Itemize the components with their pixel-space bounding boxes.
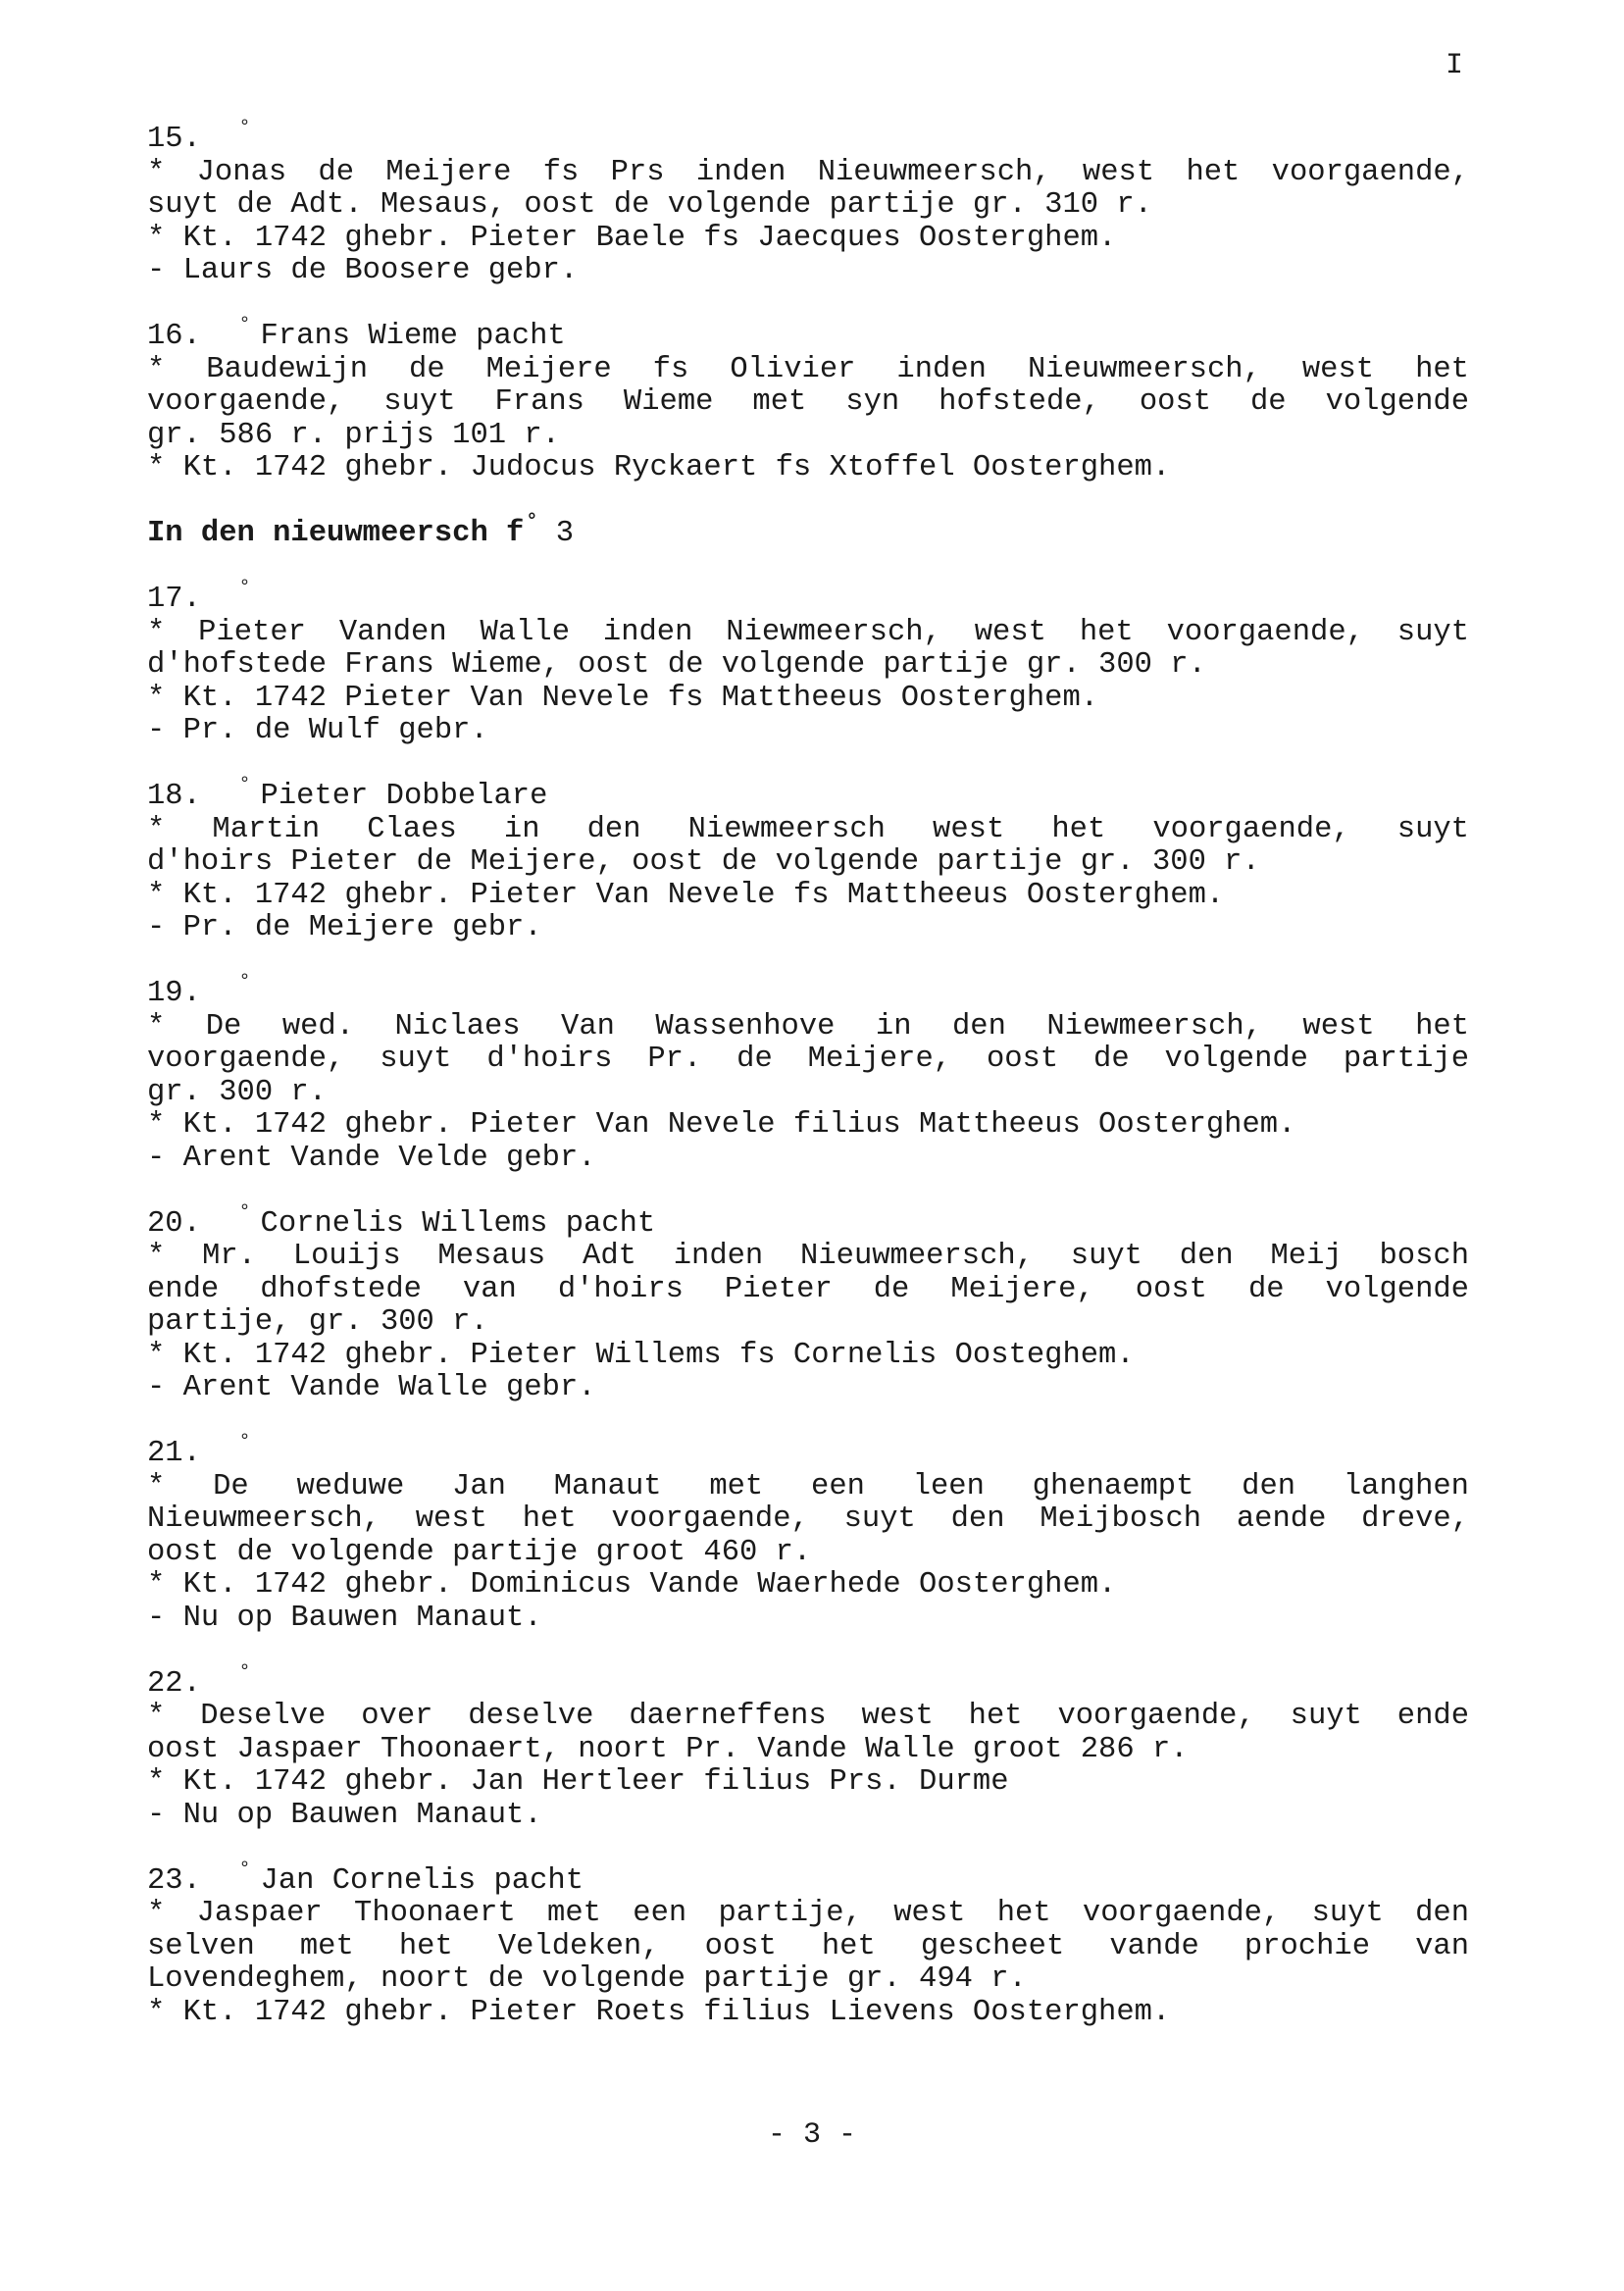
entry-text-line: d'hoirs Pieter de Meijere, oost de volgende partije gr. 300 r. xyxy=(147,845,1260,879)
entry-number: 20. xyxy=(147,1206,201,1241)
degree-mark: ° xyxy=(238,774,251,796)
entry-text-line: * Kt. 1742 Pieter Van Nevele fs Mattheeus Oosterghem. xyxy=(147,681,1099,715)
degree-mark: ° xyxy=(238,314,251,336)
entry-tenant: Cornelis Willems pacht xyxy=(260,1206,656,1241)
entry-text-line: * Jonas de Meijere fs Prs inden Nieuwmeersch, west het voorgaende, xyxy=(147,155,1469,189)
entry-header xyxy=(147,117,1469,157)
entry-number: 15. xyxy=(147,123,201,156)
entry-text-line: gr. 300 r. xyxy=(147,1075,328,1109)
entry-text-line: * Baudewijn de Meijere fs Olivier inden Nieuwmeersch, west het xyxy=(147,352,1469,386)
entry-text-line: voorgaende, suyt d'hoirs Pr. de Meijere, oost de volgende partije xyxy=(147,1043,1469,1076)
section-heading-label: In den nieuwmeersch f xyxy=(147,517,525,550)
entry-text-line: - Arent Vande Walle gebr. xyxy=(147,1371,596,1404)
entry-19 xyxy=(147,971,1469,1175)
entry-text-line: voorgaende, suyt Frans Wieme met syn hofstede, oost de volgende xyxy=(147,385,1469,419)
entry-text-line: Lovendeghem, noort de volgende partije gr. 494 r. xyxy=(147,1962,1027,1996)
entry-text-line: * Kt. 1742 ghebr. Jan Hertleer filius Prs. Durme xyxy=(147,1765,1009,1799)
entry-text-line: d'hofstede Frans Wieme, oost de volgende partije gr. 300 r. xyxy=(147,648,1206,682)
page-number: - 3 - xyxy=(767,2118,856,2152)
entry-text-line: - Pr. de Wulf gebr. xyxy=(147,714,488,747)
entry-text-line: * De weduwe Jan Manaut met een leen ghenaempt den langhen xyxy=(147,1469,1469,1503)
entry-text-line: selven met het Veldeken, oost het gescheet vande prochie van xyxy=(147,1929,1469,1963)
entry-text-line: * Deselve over deselve daerneffens west het voorgaende, suyt ende xyxy=(147,1700,1469,1733)
entry-text-line: * Kt. 1742 ghebr. Pieter Roets filius Lievens Oosterghem. xyxy=(147,1995,1171,2029)
entry-number: 21. xyxy=(147,1437,201,1470)
entry-text-line: partije, gr. 300 r. xyxy=(147,1305,488,1339)
degree-mark: ° xyxy=(238,1431,251,1453)
degree-mark: ° xyxy=(238,1200,251,1224)
entry-text-line: - Laurs de Boosere gebr. xyxy=(147,254,579,287)
entry-number: 22. xyxy=(147,1666,201,1701)
entry-tenant: Jan Cornelis pacht xyxy=(260,1863,584,1898)
entry-text-line: * Jaspaer Thoonaert met een partije, west het voorgaende, suyt den xyxy=(147,1897,1469,1930)
entry-17 xyxy=(147,577,1469,748)
entry-number: 17. xyxy=(147,583,201,616)
entry-text-line: oost Jaspaer Thoonaert, noort Pr. Vande Walle groot 286 r. xyxy=(147,1732,1189,1766)
document-body xyxy=(147,117,1469,2062)
entry-text-line: * Kt. 1742 ghebr. Pieter Willems fs Cornelis Oosteghem. xyxy=(147,1338,1135,1372)
entry-text-line: * Kt. 1742 ghebr. Pieter Van Nevele fs Mattheeus Oosterghem. xyxy=(147,878,1225,912)
section-heading-folio: 3 xyxy=(537,517,574,550)
entry-18 xyxy=(147,774,1469,945)
entry-number: 23. xyxy=(147,1863,201,1898)
entry-text-line: Nieuwmeersch, west het voorgaende, suyt den Meijbosch aende dreve, xyxy=(147,1502,1469,1536)
entry-number: 16. xyxy=(147,320,201,353)
entry-20 xyxy=(147,1200,1469,1405)
entry-23 xyxy=(147,1858,1469,2030)
entry-text-line: suyt de Adt. Mesaus, oost de volgende partije gr. 310 r. xyxy=(147,188,1152,222)
entry-text-line: * Pieter Vanden Walle inden Niewmeersch, west het voorgaende, suyt xyxy=(147,615,1469,649)
degree-mark: ° xyxy=(238,971,251,993)
entry-header xyxy=(147,314,1469,354)
entry-text-line: * Martin Claes in den Niewmeersch west het voorgaende, suyt xyxy=(147,812,1469,846)
entry-header xyxy=(147,774,1469,814)
degree-mark: ° xyxy=(526,511,538,534)
entry-text-line: * Kt. 1742 ghebr. Dominicus Vande Waerhede Oosterghem. xyxy=(147,1568,1117,1602)
entry-tenant: Pieter Dobbelare xyxy=(260,780,548,813)
entry-21 xyxy=(147,1431,1469,1635)
entry-header xyxy=(147,577,1469,617)
degree-mark: ° xyxy=(238,1660,251,1684)
entry-header xyxy=(147,1660,1469,1702)
entry-header xyxy=(147,971,1469,1011)
entry-16 xyxy=(147,314,1469,485)
entry-text-line: oost de volgende partije groot 460 r. xyxy=(147,1535,812,1569)
entry-header xyxy=(147,1858,1469,1899)
entry-text-line: * Kt. 1742 ghebr. Pieter Baele fs Jaecques Oosterghem. xyxy=(147,221,1117,255)
page-roman-numeral: I xyxy=(1446,49,1464,82)
degree-mark: ° xyxy=(238,1858,251,1881)
entry-text-line: - Nu op Bauwen Manaut. xyxy=(147,1601,542,1635)
entry-text-line: - Arent Vande Velde gebr. xyxy=(147,1141,596,1175)
entry-header xyxy=(147,1431,1469,1471)
entry-tenant: Frans Wieme pacht xyxy=(260,320,566,353)
entry-text-line: gr. 586 r. prijs 101 r. xyxy=(147,418,560,452)
entry-number: 19. xyxy=(147,977,201,1010)
entry-text-line: ende dhofstede van d'hoirs Pieter de Meijere, oost de volgende xyxy=(147,1272,1469,1306)
degree-mark: ° xyxy=(238,577,251,599)
entry-text-line: * Kt. 1742 ghebr. Judocus Ryckaert fs Xtoffel Oosterghem. xyxy=(147,451,1171,484)
entry-text-line: - Nu op Bauwen Manaut. xyxy=(147,1798,542,1832)
entry-text-line: - Pr. de Meijere gebr. xyxy=(147,911,542,944)
entry-text-line: * Mr. Louijs Mesaus Adt inden Nieuwmeersch, suyt den Meij bosch xyxy=(147,1240,1469,1273)
degree-mark: ° xyxy=(238,117,251,139)
entry-22 xyxy=(147,1660,1469,1833)
entry-number: 18. xyxy=(147,780,201,813)
section-heading xyxy=(147,511,1469,551)
entry-header xyxy=(147,1200,1469,1242)
entry-text-line: * Kt. 1742 ghebr. Pieter Van Nevele filius Mattheeus Oosterghem. xyxy=(147,1108,1296,1142)
entry-15 xyxy=(147,117,1469,288)
entry-text-line: * De wed. Niclaes Van Wassenhove in den Niewmeersch, west het xyxy=(147,1009,1469,1044)
